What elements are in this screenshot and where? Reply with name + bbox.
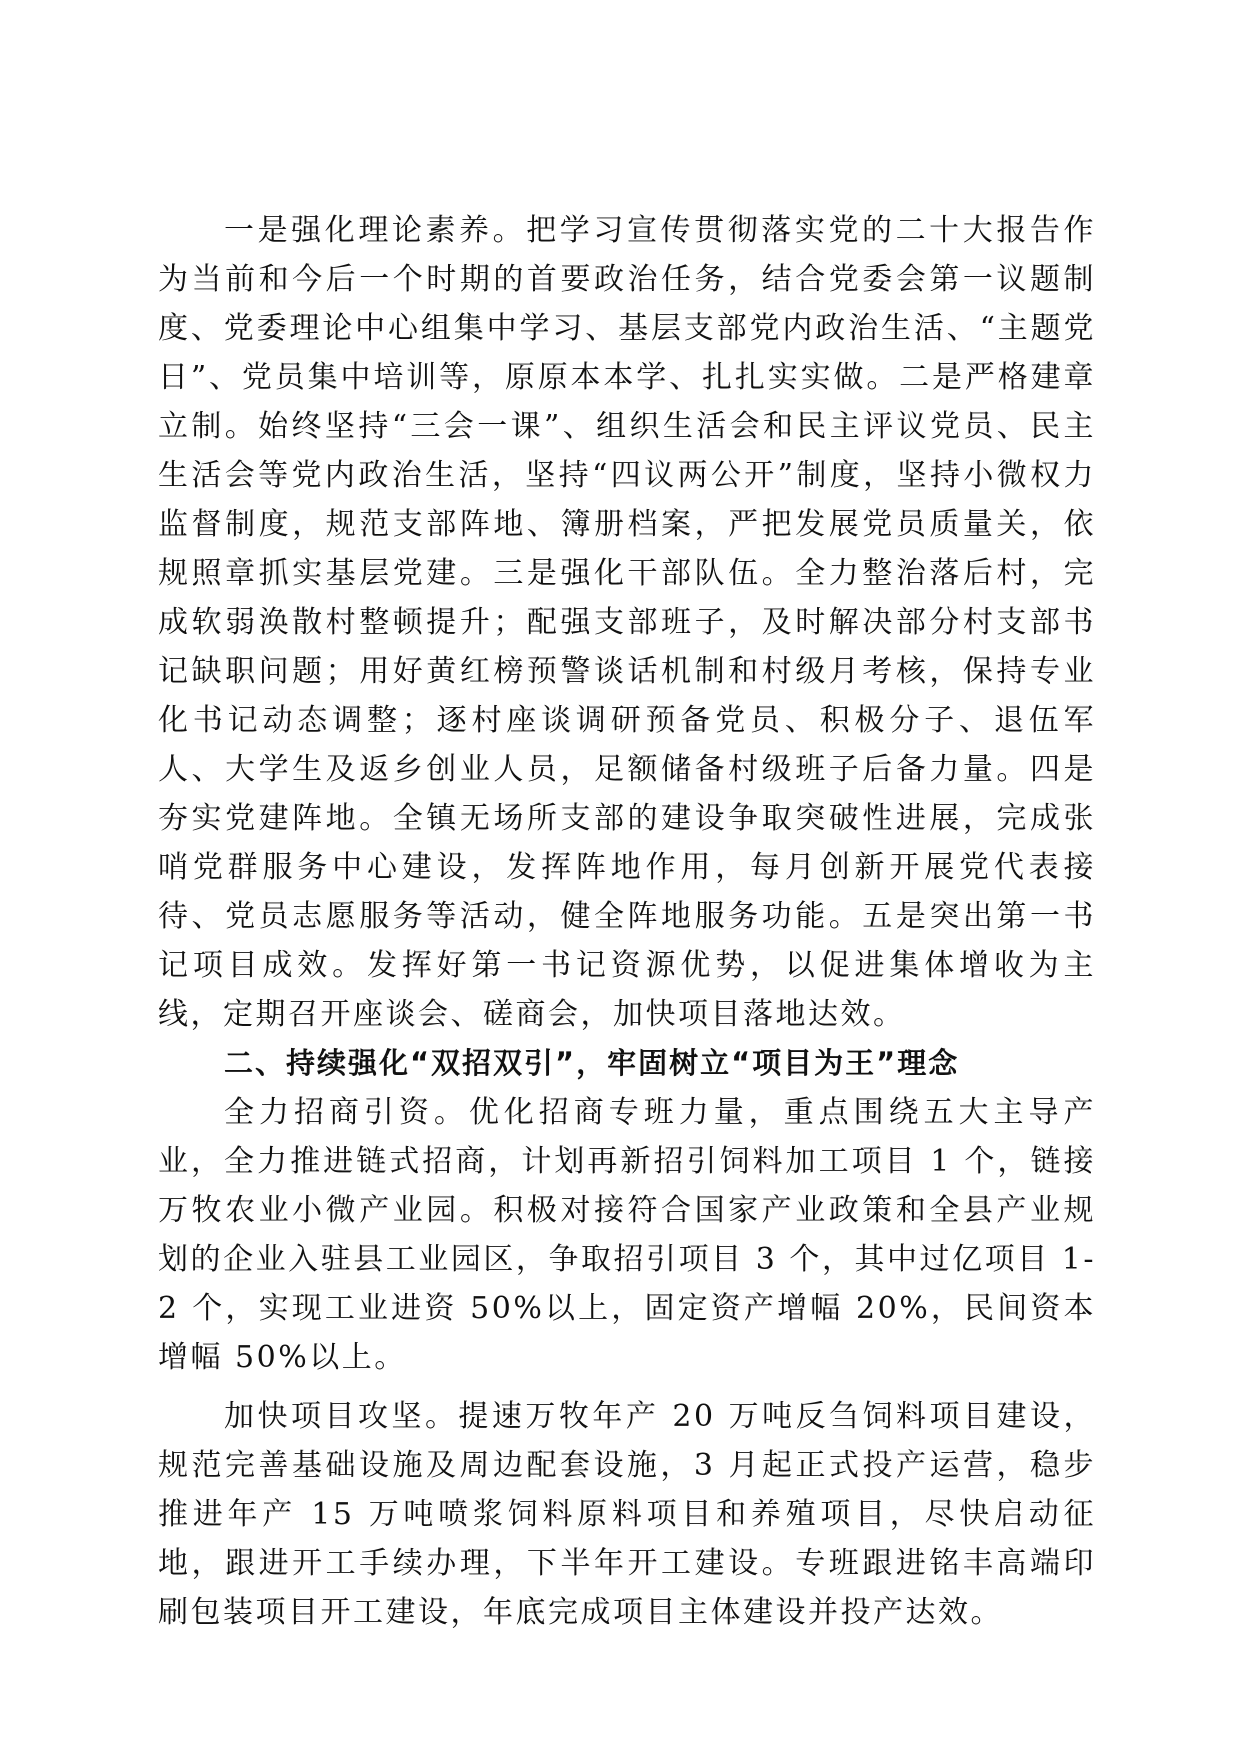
party-building-paragraph: 一是强化理论素养。把学习宣传贯彻落实党的二十大报告作为当前和今后一个时期的首要政治任务，结合党委会第一议题制度、党委理论中心组集中学习、基层支部党内政治生活、“主题党日”、党员集中培训等，原原本本学、扎扎实实做。二是严格建章立制。始终坚持“三会一课”、组织生活会和民主评议党员、民主生活会等党内政治生活，坚持“四议两公开”制度，坚持小微权力监督制度，规范支部阵地、簿册档案，严把发展党员质量关，依规照章抓实基层党建。三是强化干部队伍。全力整治落后村，完成软弱涣散村整顿提升；配强支部班子，及时解决部分村支部书记缺职问题；用好黄红榜预警谈话机制和村级月考核，保持专业化书记动态调整；逐村座谈调研预备党员、积极分子、退伍军人、大学生及返乡创业人员，足额储备村级班子后备力量。四是夯实党建阵地。全镇无场所支部的建设争取突破性进展，完成张哨党群服务中心建设，发挥阵地作用，每月创新开展党代表接待、党员志愿服务等活动，健全阵地服务功能。五是突出第一书记项目成效。发挥好第一书记资源优势，以促进集体增收为主线，定期召开座谈会、磋商会，加快项目落地达效。 xyxy=(158,213,1096,1032)
section-heading: 二、持续强化“双招双引”，牢固树立“项目为王”理念 xyxy=(224,1046,960,1080)
investment-paragraph: 全力招商引资。优化招商专班力量，重点围绕五大主导产业，全力推进链式招商，计划再新招引饲料加工项目 1 个，链接万牧农业小微产业园。积极对接符合国家产业政策和全县产业规划的企业入驻县工业园区，争取招引项目 3 个，其中过亿项目 1-2 个，实现工业进资 50%以上，固定资产增幅 20%，民间资本增幅 50%以上。 xyxy=(158,1095,1096,1375)
project-paragraph: 加快项目攻坚。提速万牧年产 20 万吨反刍饲料项目建设，规范完善基础设施及周边配套设施，3 月起正式投产运营，稳步推进年产 15 万吨喷浆饲料原料项目和养殖项目，尽快启动征地，跟进开工手续办理，下半年开工建设。专班跟进铭丰高端印刷包装项目开工建设，年底完成项目主体建设并投产达效。 xyxy=(158,1399,1096,1630)
document-body xyxy=(158,206,1096,1637)
